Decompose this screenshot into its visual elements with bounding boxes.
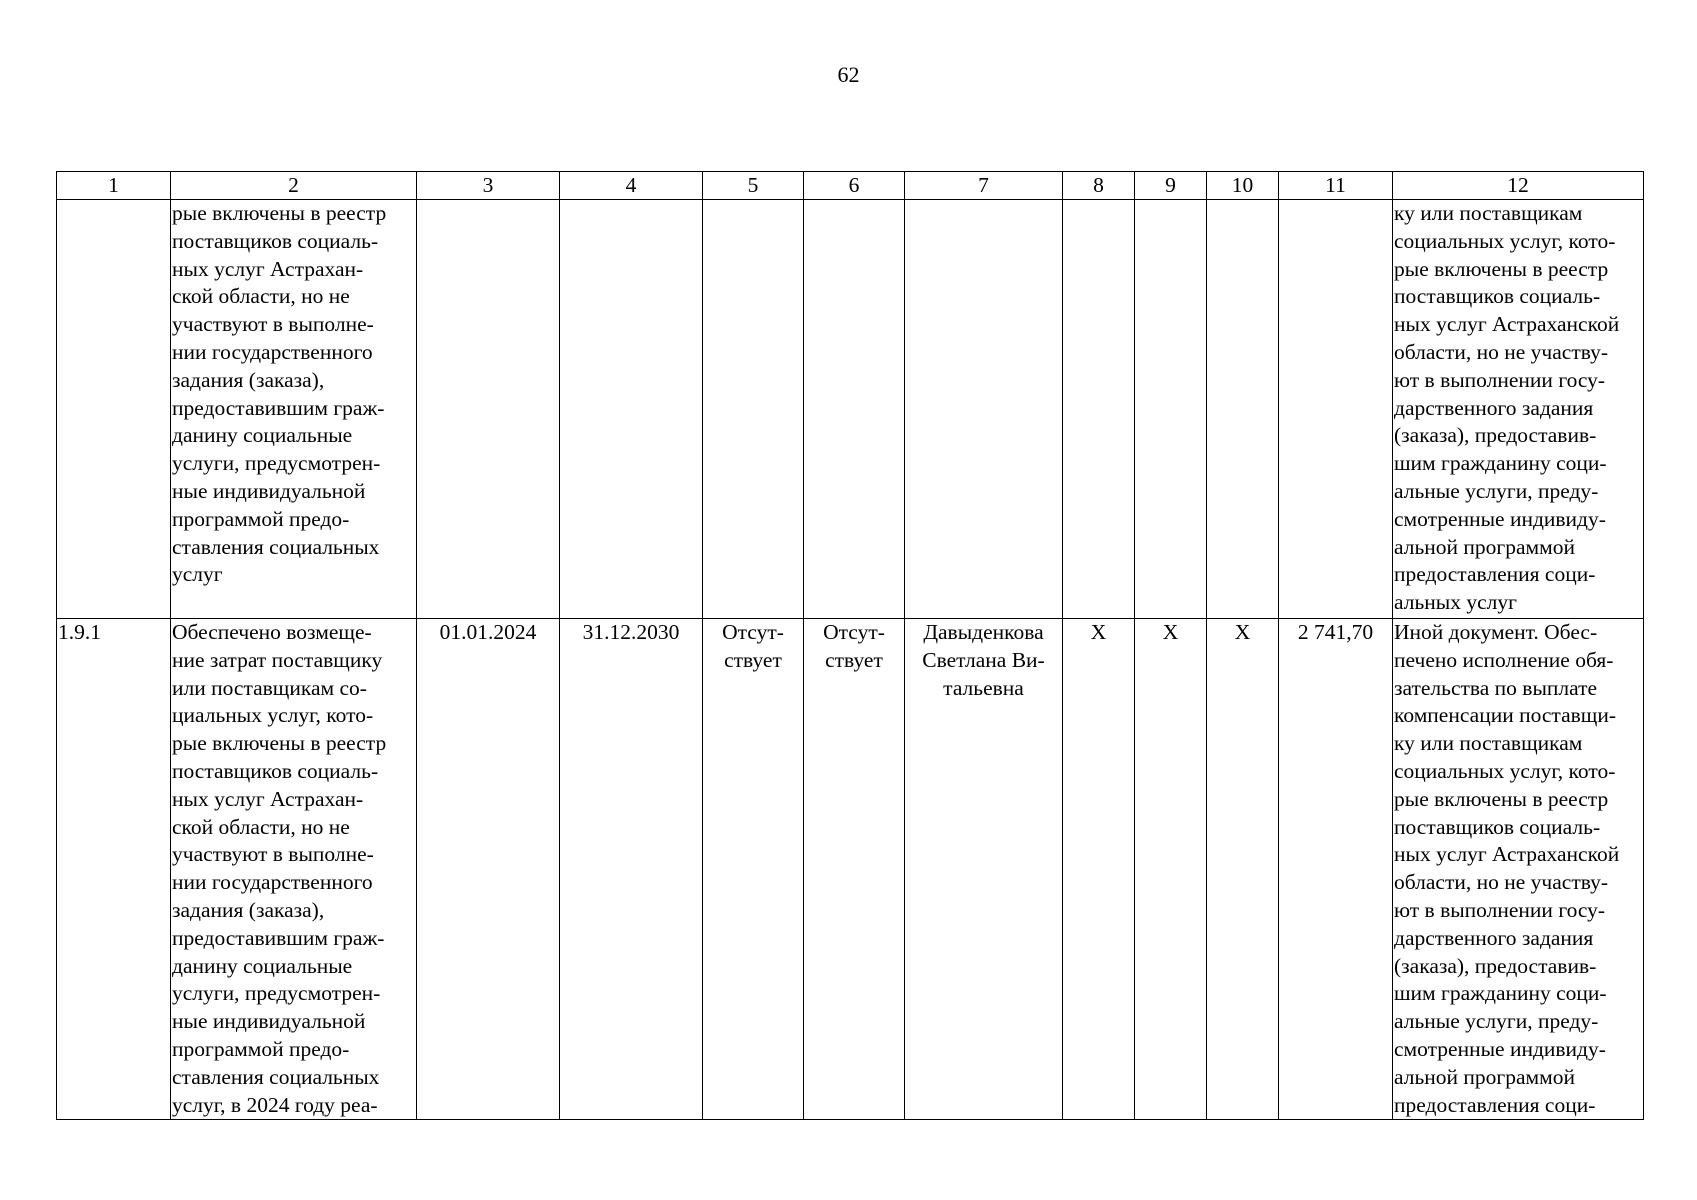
header-cell-11: 11 [1279,172,1393,200]
header-cell-2: 2 [171,172,417,200]
header-cell-5: 5 [703,172,804,200]
cell-end-date: 31.12.2030 [560,619,703,1120]
cell-number: 1.9.1 [57,619,171,1120]
cell-document: Иной документ. Обес- печено исполнение обя- зательства по выплате компенсации поставщи- ку или поставщикам социальных услуг, кото- рые включены в реестр поставщиков социаль- ных услуг Астраханской области, но не участву- ют в выполнении госу- дарственного задания (заказа), предоставив- шим гражданину соци- альные услуги, преду- смотренные индивиду- альной программой предоставления соци- [1393,619,1644,1120]
header-cell-9: 9 [1135,172,1207,200]
cell-start-date [417,200,560,619]
cell-description: рые включены в реестр поставщиков социаль- ных услуг Астрахан- ской области, но не участвуют в выполне- нии государственного задания (заказа), предоставившим граж- данину социальные услуги, предусмотрен- ные индивидуальной программой предо- ставления социальных услуг [171,200,417,619]
cell-responsible: Давыденкова Светлана Ви- тальевна [905,619,1063,1120]
table-row-1-9-1 [57,619,1644,1120]
header-cell-10: 10 [1207,172,1279,200]
cell-start-date: 01.01.2024 [417,619,560,1120]
cell-document: ку или поставщикам социальных услуг, кото- рые включены в реестр поставщиков социаль- ных услуг Астраханской области, но не участву- ют в выполнении госу- дарственного задания (заказа), предоставив- шим гражданину соци- альные услуги, преду- смотренные индивиду- альной программой предоставления соци- альных услуг [1393,200,1644,619]
cell-end-date [560,200,703,619]
cell-col6 [804,200,905,619]
cell-col6: Отсут- ствует [804,619,905,1120]
header-cell-12: 12 [1393,172,1644,200]
header-cell-6: 6 [804,172,905,200]
cell-col10: Х [1207,619,1279,1120]
cell-col8 [1063,200,1135,619]
header-cell-1: 1 [57,172,171,200]
header-cell-4: 4 [560,172,703,200]
page-number: 62 [837,62,860,87]
cell-number [57,200,171,619]
cell-amount: 2 741,70 [1279,619,1393,1120]
table-row-continuation [57,200,1644,619]
cell-col5: Отсут- ствует [703,619,804,1120]
cell-col9 [1135,200,1207,619]
cell-col10 [1207,200,1279,619]
cell-col9: Х [1135,619,1207,1120]
cell-col5 [703,200,804,619]
cell-col8: Х [1063,619,1135,1120]
cell-amount [1279,200,1393,619]
cell-description: Обеспечено возмеще- ние затрат поставщику или поставщикам со- циальных услуг, кото- рые включены в реестр поставщиков социаль- ных услуг Астрахан- ской области, но не участвуют в выполне- нии государственного задания (заказа), предоставившим граж- данину социальные услуги, предусмотрен- ные индивидуальной программой предо- ставления социальных услуг, в 2024 году реа- [171,619,417,1120]
table-header-row [57,172,1644,200]
cell-responsible [905,200,1063,619]
header-cell-3: 3 [417,172,560,200]
header-cell-8: 8 [1063,172,1135,200]
document-table [56,171,1644,1120]
header-cell-7: 7 [905,172,1063,200]
